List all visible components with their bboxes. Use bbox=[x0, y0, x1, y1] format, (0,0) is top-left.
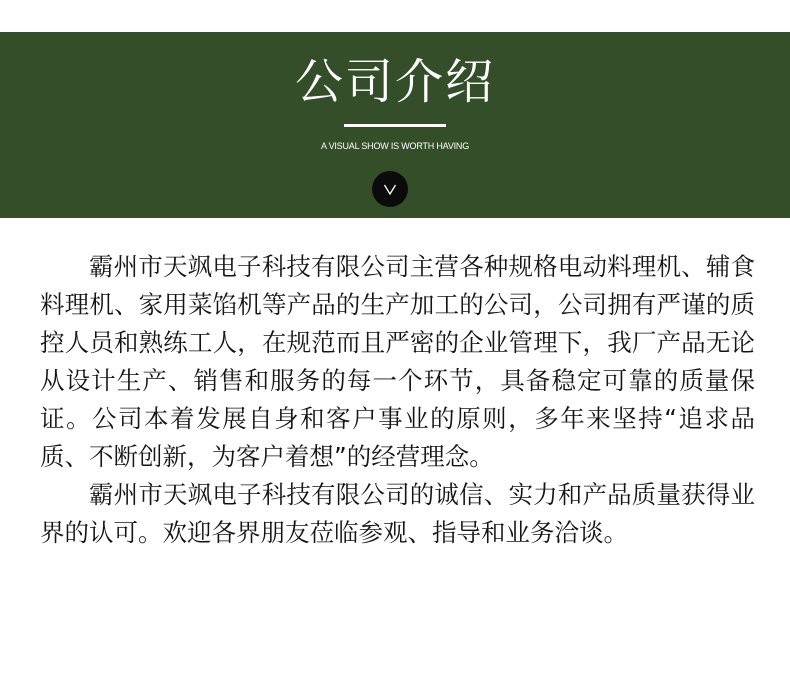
header-banner bbox=[0, 32, 790, 218]
intro-paragraph-1: 霸州市天飒电子科技有限公司主营各种规格电动料理机、辅食料理机、家用菜馅机等产品的生产加工的公司，公司拥有严谨的质控人员和熟练工人，在规范而且严密的企业管理下，我厂产品无论从设计生产、销售和服务的每一个环节，具备稳定可靠的质量保证。公司本着发展自身和客户事业的原则，多年来坚持“追求品质、不断创新，为客户着想”的经营理念。 bbox=[40, 252, 755, 471]
title-underline bbox=[344, 124, 446, 127]
chevron-down-icon bbox=[372, 171, 408, 207]
intro-paragraph-2: 霸州市天飒电子科技有限公司的诚信、实力和产品质量获得业界的认可。欢迎各界朋友莅临参观、指导和业务洽谈。 bbox=[40, 480, 755, 547]
chevron-down-badge bbox=[372, 171, 408, 207]
page-subtitle: A VISUAL SHOW IS WORTH HAVING bbox=[320, 141, 470, 151]
company-intro-text bbox=[40, 248, 755, 552]
page-title: 公司介绍 bbox=[294, 54, 495, 110]
